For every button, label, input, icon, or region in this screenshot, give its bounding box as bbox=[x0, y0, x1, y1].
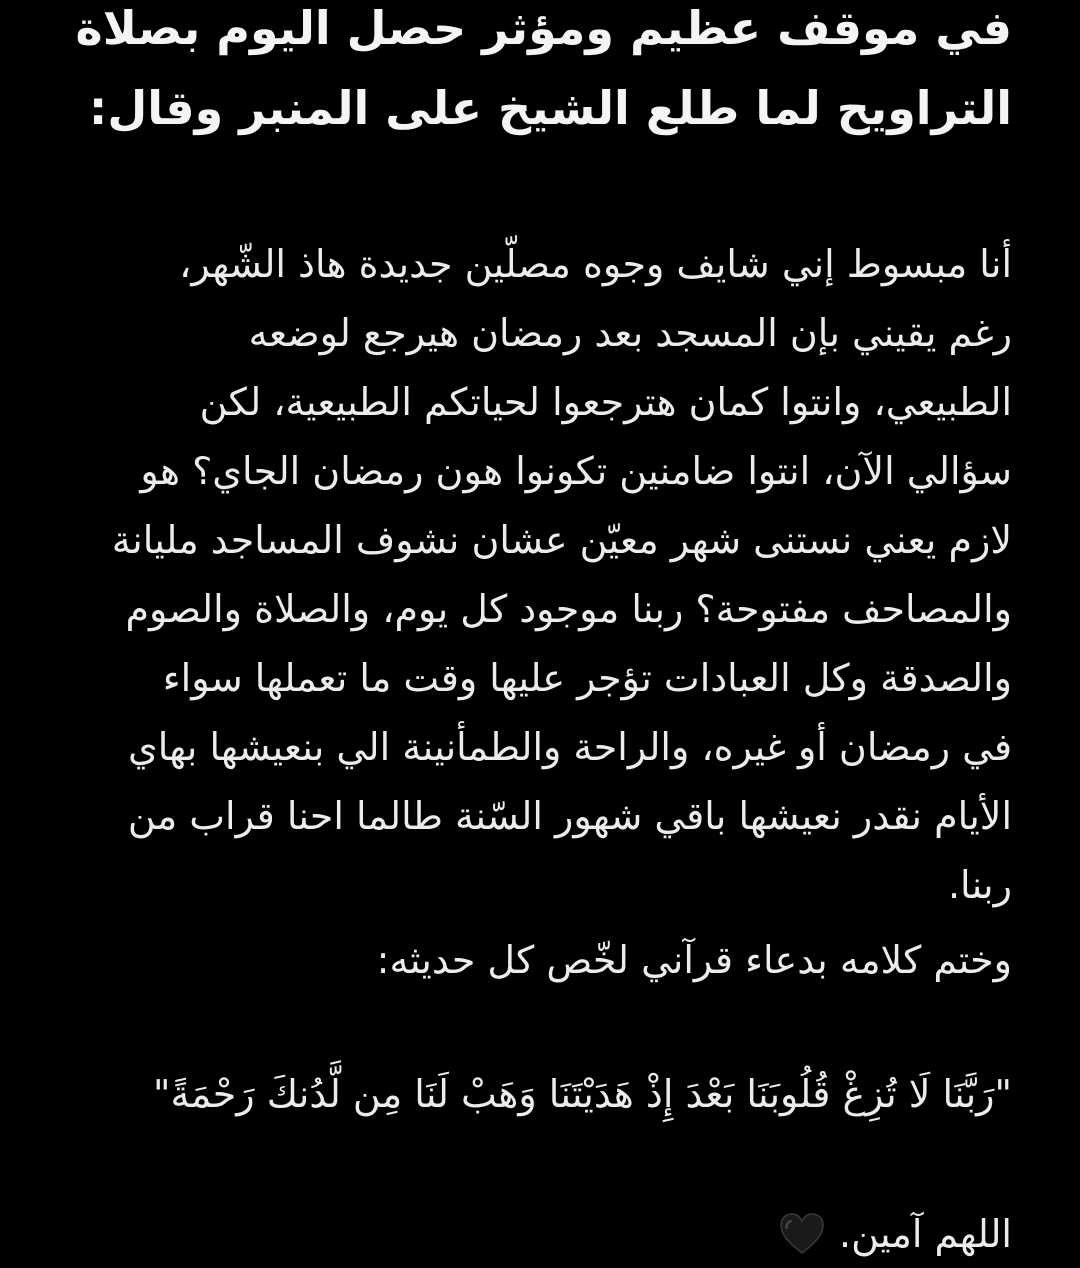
closing-text bbox=[377, 926, 1012, 995]
speech-line: في رمضان أو غيره، والراحة والطمأنينة الي بنعيشها بهاي bbox=[127, 725, 1012, 769]
quran-verse: "رَبَّنَا لَا تُزِغْ قُلُوبَنَا بَعْدَ إِذْ هَدَيْتَنَا وَهَبْ لَنَا مِن لَّدُنكَ رَحْمَةً" bbox=[152, 1072, 1012, 1116]
speech-line: لازم يعني نستنى شهر معيّن عشان نشوف المساجد مليانة bbox=[111, 518, 1012, 562]
post-title bbox=[60, 0, 1012, 148]
speech-line: ربنا. bbox=[947, 863, 1012, 907]
speech-line: الأيام نقدر نعيشها باقي شهور السّنة طالما احنا قراب من bbox=[127, 794, 1012, 838]
speech-line: سؤالي الآن، انتوا ضامنين تكونوا هون رمضان الجاي؟ هو bbox=[140, 449, 1012, 493]
speech-line: والمصاحف مفتوحة؟ ربنا موجود كل يوم، والصلاة والصوم bbox=[125, 587, 1012, 631]
black-heart-icon bbox=[779, 1213, 825, 1255]
speech-line: رغم يقيني بإن المسجد بعد رمضان هيرجع لوضعه bbox=[248, 311, 1012, 355]
speech-line: الطبيعي، وانتوا كمان هترجعوا لحياتكم الطبيعية، لكن bbox=[199, 380, 1012, 424]
amen-text: اللهم آمين. bbox=[839, 1212, 1012, 1256]
speech-line: أنا مبسوط إني شايف وجوه مصلّين جديدة هاذ الشّهر، bbox=[179, 242, 1012, 286]
speech-text bbox=[52, 230, 1012, 920]
title-line: التراويح لما طلع الشيخ على المنبر وقال: bbox=[88, 81, 1012, 135]
speech-line: والصدقة وكل العبادات تؤجر عليها وقت ما تعملها سواء bbox=[162, 656, 1012, 700]
amen-line bbox=[779, 1202, 1012, 1266]
closing-line: وختم كلامه بدعاء قرآني لخّص كل حديثه: bbox=[376, 938, 1012, 982]
title-line: في موقف عظيم ومؤثر حصل اليوم بصلاة bbox=[75, 1, 1012, 55]
